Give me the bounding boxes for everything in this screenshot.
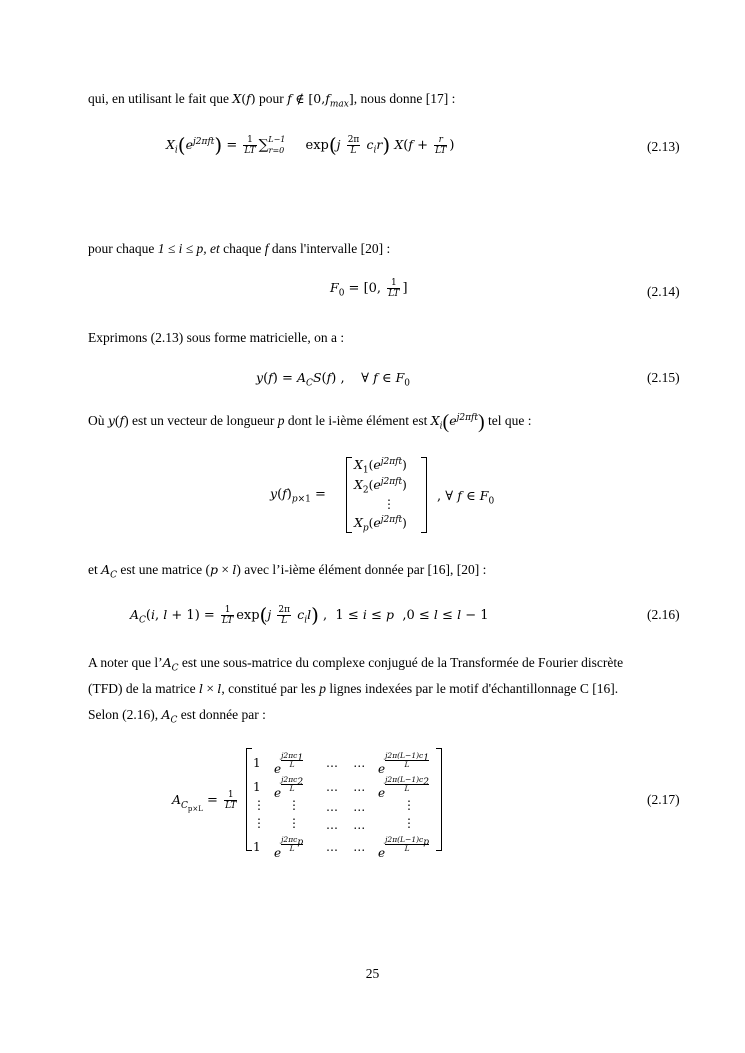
matrix-entry: e $\frac{j2\pi(L-1)c_2}{L}$: [378, 775, 429, 800]
equation-number: (2.14): [647, 284, 680, 299]
matrix-entry: e $\frac{j2\pi c_1}{L}$: [274, 751, 304, 776]
paragraph-note-line2: (TFD) de la matrice l × l, constitué par les p lignes indexées par le motif d'échantillonnage C [16].: [88, 681, 619, 696]
paragraph-intro: qui, en utilisant le fait que X(f) pour f ∉ $[0,f_{max}]$, nous donne [17] :: [88, 91, 456, 110]
text-segment: est une matrice: [117, 562, 206, 577]
text-segment: (TFD) de la matrice: [88, 681, 199, 696]
matrix-entry: … …: [326, 840, 366, 854]
text-segment: , nous donne [17] :: [353, 91, 456, 106]
equation-number: (2.17): [647, 792, 680, 807]
matrix-entry: 1: [253, 840, 261, 854]
text-segment: p: [319, 681, 326, 696]
paragraph-range: [88, 240, 684, 258]
matrix-entry: … …: [326, 780, 366, 794]
vector-entry: $X_p(e^{j2\pi ft})$: [354, 514, 407, 534]
vector-entry: ⋮: [383, 497, 395, 511]
paragraph-matrix-def: et $A_C$ est une matrice (p × l) avec l’i-ième élément donnée par [16], [20] :: [88, 562, 487, 581]
right-bracket: [436, 748, 442, 851]
paragraph-note-line1: A noter que $l’A_C$ est une sous-matrice du complexe conjugué de la Transformée de Fourier discrète: [88, 655, 624, 674]
text-segment: dans l'intervalle [20] :: [268, 241, 391, 256]
page-number: 25: [365, 966, 380, 981]
text-segment: , constitué par les: [221, 681, 320, 696]
equation-number: (2.16): [647, 607, 680, 622]
text-segment: 1 ≤ i ≤ p, et: [157, 241, 220, 256]
right-bracket: [421, 457, 427, 533]
vector-entry: $X_2(e^{j2\pi ft})$: [354, 476, 407, 496]
text-segment: p: [277, 413, 285, 428]
equation-vector-lhs: $y(f)_{p\times 1}$ =: [270, 486, 326, 505]
paragraph-vector-def: Où y(f) est un vecteur de longueur p dont le i-ième élément est $X_i(e^{j2\pi ft})$ tel que :: [88, 411, 532, 433]
text-segment: pour chaque: [88, 241, 158, 256]
equation-2-16: $A_C(i$, l + 1) = $\frac{1}{LT}$ exp(j $\frac{2\pi}{L}$ $c_il$) , 1 ≤ i ≤ p ,0 ≤ l ≤ l − 1: [130, 603, 489, 627]
matrix-entry: e $\frac{j2\pi(L-1)c_1}{L}$: [378, 751, 429, 776]
text-segment: qui, en utilisant le fait que: [88, 91, 233, 106]
matrix-entry: e $\frac{j2\pi c_2}{L}$: [274, 775, 304, 800]
text-segment: chaque: [219, 241, 265, 256]
paragraph-matrix-form: Exprimons (2.13) sous forme matricielle, on a :: [88, 330, 345, 345]
equation-number: (2.13): [647, 139, 680, 154]
matrix-entry: ⋮: [288, 798, 300, 812]
paragraph-note-line3: Selon (2.16), $A_C$ est donnée par :: [88, 707, 266, 726]
equation-2-15: $y(f) = A_CS(f)$ , ∀ f ∈ $F_0$: [256, 370, 411, 389]
text-segment: avec l’i-ième élément donnée par [16], [20] :: [240, 562, 487, 577]
text-segment: lignes indexées par le motif d'échantillonnage C [16].: [325, 681, 619, 696]
text-segment: est donnée par :: [177, 707, 266, 722]
text-segment: est une sous-matrice du complexe conjugué de la Transformée de Fourier discrète: [178, 655, 624, 670]
matrix-entry: ⋮: [253, 798, 265, 812]
matrix-entry: e $j2\pi c_p$ L: [274, 835, 304, 860]
matrix-entry: … …: [326, 756, 366, 770]
matrix-entry: 1: [253, 780, 261, 794]
matrix-entry: 1: [253, 756, 261, 770]
matrix-entry: … …: [326, 800, 366, 814]
matrix-entry: ⋮: [403, 798, 415, 812]
text-segment: pour: [255, 91, 288, 106]
matrix-entry: … …: [326, 818, 366, 832]
vector-entry: $X_1(e^{j2\pi ft})$: [354, 456, 407, 476]
matrix-entry: ⋮: [288, 816, 300, 830]
equation-vector-domain: , ∀ f ∈ $F_0$: [437, 488, 495, 507]
text-segment: A noter que l’: [88, 655, 163, 670]
left-bracket: [246, 748, 252, 851]
matrix-entry: ⋮: [403, 816, 415, 830]
equation-2-17-lhs: $A_{C_{p\times L}}$ = $\frac{1}{LT}$: [172, 790, 237, 813]
equation-2-14: $F_0 = [0$, $\frac{1}{LT}$ ]: [330, 278, 408, 299]
left-bracket: [346, 457, 352, 533]
text-segment: tel que :: [484, 413, 532, 428]
text-segment: Où: [88, 413, 108, 428]
matrix-entry: ⋮: [253, 816, 265, 830]
equation-number: (2.15): [647, 370, 680, 385]
text-segment: f: [264, 241, 269, 256]
text-segment: Selon (2.16),: [88, 707, 162, 722]
equation-2-13: $X_i(e^{j2\pi ft})$ = $\frac{1}{LT}$ $\sum_{r=0}^{L-1}$ exp(j $\frac{2\pi}{L}$ $c_ir$) X(f + $\frac{r}{LT}$ ): [166, 133, 455, 157]
text-segment: est un vecteur de longueur: [128, 413, 278, 428]
text-segment: dont le i-ième élément est: [284, 413, 431, 428]
text-segment: et: [88, 562, 102, 577]
matrix-entry: e $\frac{j2\pi(L-1)c_p}{L}$: [378, 835, 429, 860]
